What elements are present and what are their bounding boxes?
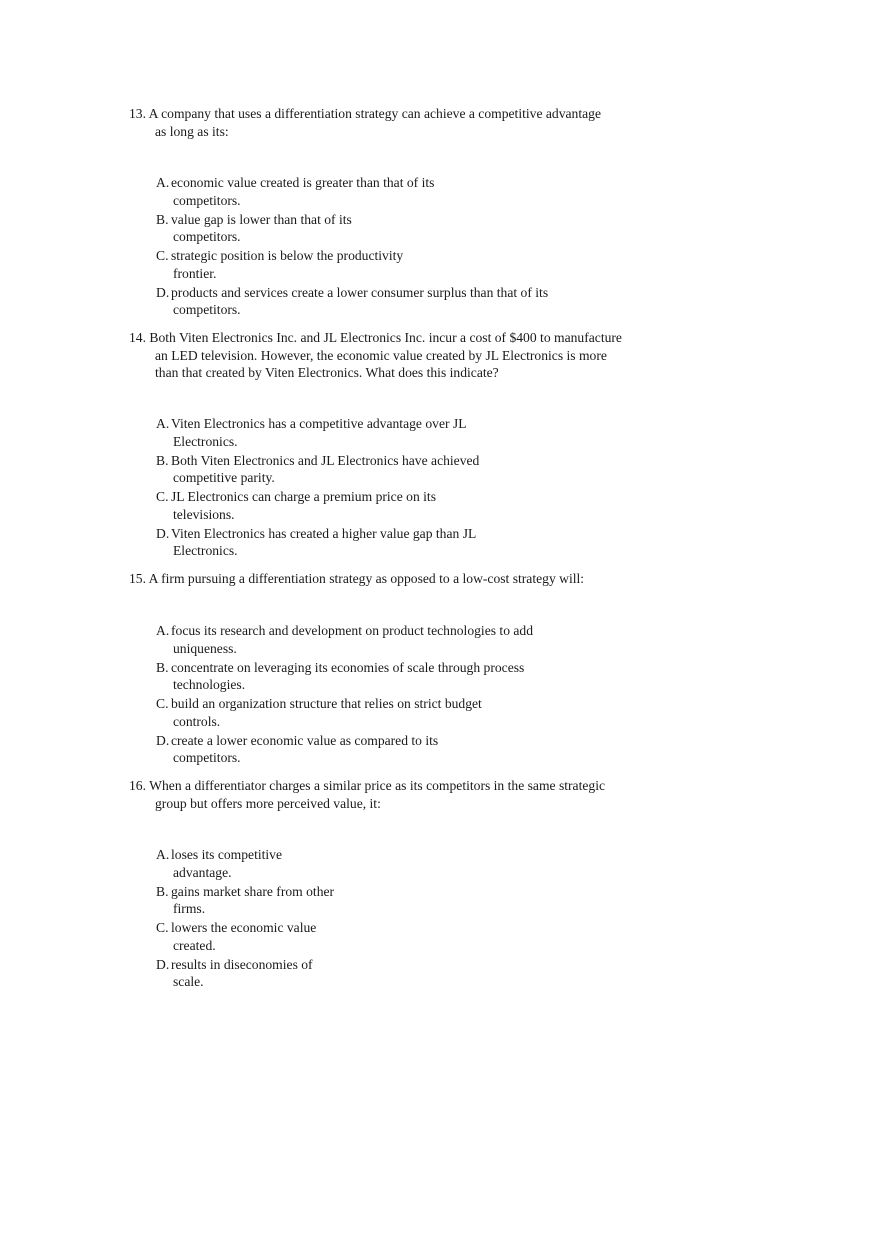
question-15	[129, 570, 654, 765]
answer-choices	[156, 415, 586, 561]
question-16	[129, 777, 654, 989]
question-stem	[129, 329, 654, 382]
choice-letter: C.	[156, 696, 169, 711]
choice-letter: A.	[156, 847, 170, 862]
choice-b: B. Both Viten Electronics and JL Electronics have achieved competitive parity.	[156, 452, 480, 485]
choice-letter: C.	[156, 489, 169, 504]
stem-line: as long as its:	[155, 123, 229, 139]
stem-line: than that created by Viten Electronics. What does this indicate?	[155, 365, 499, 380]
choice-d: D. products and services create a lower consumer surplus than that of its competitors.	[156, 284, 549, 317]
choice-b: B. value gap is lower than that of its competitors.	[156, 211, 352, 244]
stem-line: 16. When a differentiator charges a similar price as its competitors in the same strategic	[129, 778, 606, 793]
question-13	[129, 105, 654, 317]
choice-d: D. create a lower economic value as compared to its competitors.	[156, 732, 439, 765]
choice-c: C. lowers the economic value created.	[156, 920, 317, 953]
question-stem	[129, 105, 654, 140]
stem-line: group but offers more perceived value, it:	[155, 795, 381, 811]
choice-letter: B.	[156, 211, 169, 227]
choice-b: B. concentrate on leveraging its economies of scale through process technologies.	[156, 659, 525, 692]
choice-letter: D.	[156, 525, 170, 541]
choice-letter: D.	[156, 284, 170, 300]
answer-choices	[156, 622, 586, 768]
choice-letter: B.	[156, 659, 169, 675]
choice-c: C. build an organization structure that relies on strict budget controls.	[156, 696, 482, 729]
choice-letter: A.	[156, 175, 170, 190]
answer-choices	[156, 846, 586, 992]
choice-b: B. gains market share from other firms.	[156, 883, 335, 916]
choice-letter: A.	[156, 416, 170, 431]
choice-a: A. economic value created is greater than that of its competitors.	[156, 175, 435, 208]
question-number: 13.	[129, 106, 146, 121]
choice-a: A. focus its research and development on product technologies to add uniqueness.	[156, 623, 534, 656]
stem-line: an LED television. However, the economic value created by JL Electronics is more	[155, 347, 607, 363]
choice-letter: B.	[156, 883, 169, 899]
choice-c: C. JL Electronics can charge a premium price on its televisions.	[156, 489, 436, 522]
question-number: 14.	[129, 330, 146, 345]
stem-line: 14. Both Viten Electronics Inc. and JL Electronics Inc. incur a cost of $400 to manufacture	[129, 330, 622, 345]
stem-line: 13. A company that uses a differentiation strategy can achieve a competitive advantage	[129, 106, 601, 121]
choice-c: C. strategic position is below the productivity frontier.	[156, 248, 404, 281]
choice-letter: A.	[156, 623, 170, 638]
question-stem	[129, 777, 654, 812]
choice-letter: D.	[156, 956, 170, 972]
question-14	[129, 329, 654, 558]
question-stem	[129, 570, 654, 588]
answer-choices	[156, 174, 586, 320]
question-number: 16.	[129, 778, 146, 793]
choice-a: A. Viten Electronics has a competitive advantage over JL Electronics.	[156, 416, 467, 449]
choice-d: D. Viten Electronics has created a higher value gap than JL Electronics.	[156, 525, 477, 558]
choice-d: D. results in diseconomies of scale.	[156, 956, 313, 989]
choice-letter: C.	[156, 920, 169, 935]
stem-line: 15. A firm pursuing a differentiation strategy as opposed to a low-cost strategy will:	[129, 571, 585, 586]
choice-letter: D.	[156, 732, 170, 748]
question-number: 15.	[129, 571, 146, 586]
choice-a: A. loses its competitive advantage.	[156, 847, 283, 880]
choice-letter: C.	[156, 248, 169, 263]
choice-letter: B.	[156, 452, 169, 468]
